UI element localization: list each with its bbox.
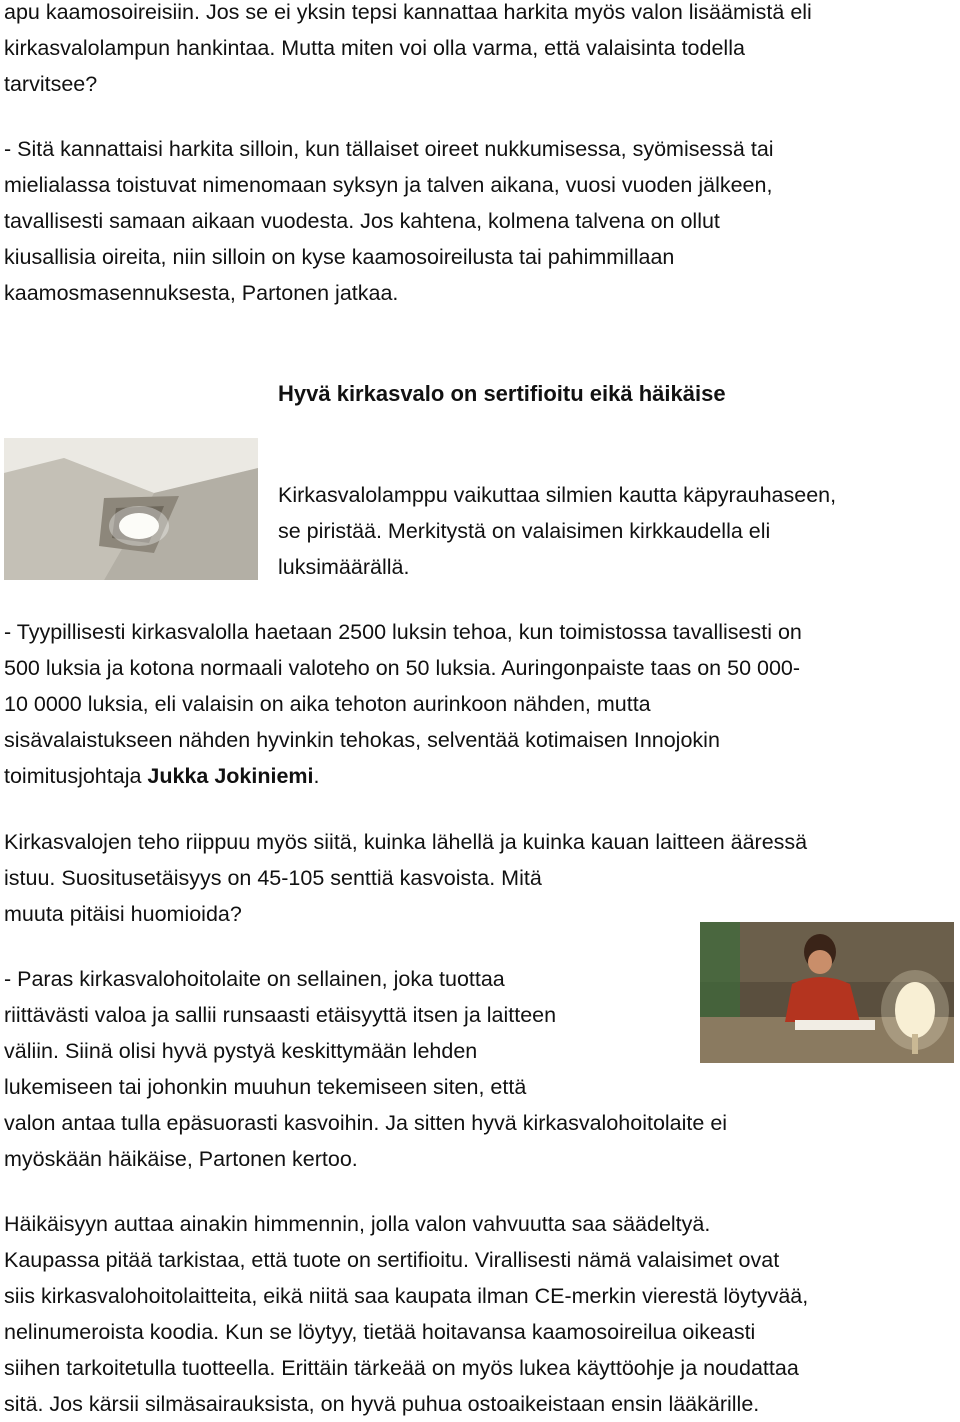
paragraph-distance [4, 824, 807, 932]
woman-reading-photo [700, 922, 954, 1063]
text-line: Kirkasvalolamppu vaikuttaa silmien kautta käpyrauhaseen, [278, 483, 837, 507]
lamp-photo [4, 438, 258, 580]
text-line: 500 luksia ja kotona normaali valoteho on 50 luksia. Auringonpaiste taas on 50 000- [4, 656, 801, 680]
paragraph-lamp [278, 477, 836, 585]
text-line: myöskään häikäise, Partonen kertoo. [4, 1147, 358, 1171]
text-line: siis kirkasvalohoitolaitteita, eikä niitä saa kaupata ilman CE-merkin vierestä löytyvää, [4, 1284, 809, 1308]
text-line: kiusallisia oireita, niin silloin on kyse kaamosoireilusta tai pahimmillaan [4, 245, 675, 269]
paragraph-partonen-quote [4, 131, 774, 311]
text-line: apu kaamosoireisiin. Jos se ei yksin tepsi kannattaa harkita myös valon lisäämistä eli [4, 0, 812, 24]
person-name: Jukka Jokiniemi [147, 764, 314, 788]
paragraph-intro [4, 0, 812, 102]
text-line: sitä. Jos kärsii silmäsairauksista, on hyvä puhua ostoaikeistaan ensin lääkärille. [4, 1392, 760, 1416]
text-line: luksimäärällä. [278, 555, 410, 579]
text-line: Häikäisyyn auttaa ainakin himmennin, jolla valon vahvuutta saa säädeltyä. [4, 1212, 711, 1236]
text-line: riittävästi valoa ja sallii runsaasti etäisyyttä itsen ja laitteen [4, 1003, 557, 1027]
text-line: - Sitä kannattaisi harkita silloin, kun tällaiset oireet nukkumisessa, syömisessä tai [4, 137, 774, 161]
text-line: kaamosmasennuksesta, Partonen jatkaa. [4, 281, 399, 305]
text-line: Kirkasvalojen teho riippuu myös siitä, kuinka lähellä ja kuinka kauan laitteen ääressä [4, 830, 808, 854]
section-heading: Hyvä kirkasvalo on sertifioitu eikä häikäise [278, 381, 726, 406]
text-line: siihen tarkoitetulla tuotteella. Erittäin tärkeää on myös lukea käyttöohje ja noudattaa [4, 1356, 799, 1380]
text-line: se piristää. Merkitystä on valaisimen kirkkaudella eli [278, 519, 771, 543]
paragraph-glare [4, 1206, 808, 1422]
text-line-with-name [4, 758, 802, 794]
text-line: 10 0000 luksia, eli valaisin on aika tehoton aurinkoon nähden, mutta [4, 692, 651, 716]
text-line: tavallisesti samaan aikaan vuodesta. Jos kahtena, kolmena talvena on ollut [4, 209, 720, 233]
text-line: mielialassa toistuvat nimenomaan syksyn ja talven aikana, vuosi vuoden jälkeen, [4, 173, 773, 197]
text-line: lukemiseen tai johonkin muuhun tekemiseen siten, että [4, 1075, 527, 1099]
text-line: valon antaa tulla epäsuorasti kasvoihin. Ja sitten hyvä kirkasvalohoitolaite ei [4, 1111, 728, 1135]
text-line: muuta pitäisi huomioida? [4, 902, 242, 926]
text-line: kirkasvalolampun hankintaa. Mutta miten voi olla varma, että valaisinta todella [4, 36, 745, 60]
text-line: nelinumeroista koodia. Kun se löytyy, tietää hoitavansa kaamosoireilua oikeasti [4, 1320, 756, 1344]
text-line: istuu. Suositusetäisyys on 45-105 senttiä kasvoista. Mitä [4, 866, 542, 890]
text-line: - Tyypillisesti kirkasvalolla haetaan 2500 luksin tehoa, kun toimistossa tavallisesti on [4, 620, 802, 644]
text-line: tarvitsee? [4, 72, 98, 96]
text-line: - Paras kirkasvalohoitolaite on sellainen, joka tuottaa [4, 967, 505, 991]
text-fragment: . [313, 764, 320, 788]
woman-reading-graphic [700, 922, 954, 1063]
text-line: sisävalaistukseen nähden hyvinkin tehokas, selventää kotimaisen Innojokin [4, 728, 720, 752]
text-fragment: toimitusjohtaja [4, 764, 148, 788]
text-line: Kaupassa pitää tarkistaa, että tuote on sertifioitu. Virallisesti nämä valaisimet ovat [4, 1248, 780, 1272]
paragraph-partonen-advice [4, 961, 727, 1177]
paragraph-jokiniemi [4, 614, 802, 794]
lamp-photo-graphic [4, 438, 258, 580]
text-line: väliin. Siinä olisi hyvä pystyä keskittymään lehden [4, 1039, 478, 1063]
